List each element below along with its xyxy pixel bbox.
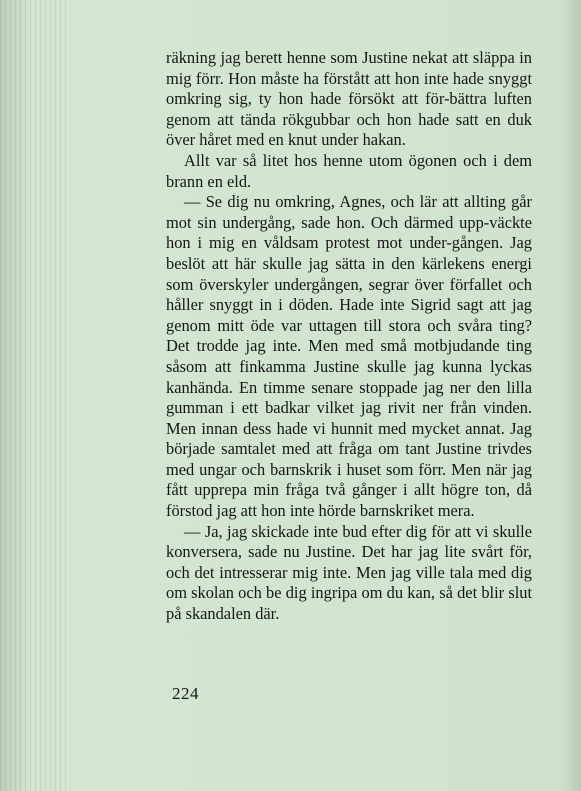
paragraph: — Se dig nu omkring, Agnes, och lär att allting går mot sin undergång, sade hon. Och därmed upp-väckte hon i mig en våldsam protest mot under-gången. Jag beslöt att här skulle jag sätta in den kärlekens energi som överskyler undergången, segrar över förfallet och håller snyggt in i döden. Hade inte Sigrid sagt att jag genom mitt öde var uttagen till stora och svåra ting? Det trodde jag inte. Men med små motbjudande ting såsom att finkamma Justine skulle jag kunna lyckas kanhända. En timme senare stoppade jag ner den lilla gumman i ett badkar vilket jag rivit ner från vinden. Men innan dess hade vi hunnit med mycket annat. Jag började samtalet med att fråga om tant Justine trivdes med ungar och barnskrik i huset som förr. Men när jag fått upprepa min fråga två gånger i allt högre ton, då förstod jag att hon inte hörde barnskriket mera. — [166, 192, 532, 521]
page-number: 224 — [172, 684, 199, 703]
paragraph: — Ja, jag skickade inte bud efter dig för att vi skulle konversera, sade nu Justine. Det har jag lite svårt för, och det intresserar mig inte. Men jag ville tala med dig om skolan och be dig ingripa om du kan, så det blir slut på skandalen där. — [166, 521, 532, 624]
body-text — [166, 48, 532, 625]
paragraph: räkning jag berett henne som Justine nekat att släppa in mig förr. Hon måste ha förstått att hon inte hade snyggt omkring sig, ty hon hade försökt att för-bättra luften genom att tända rökgubbar och hon hade satt en duk över håret med en knut under hakan. — [166, 48, 532, 150]
paragraph: Allt var så litet hos henne utom ögonen och i dem brann en eld. — [166, 150, 532, 191]
page-edges — [0, 0, 70, 791]
